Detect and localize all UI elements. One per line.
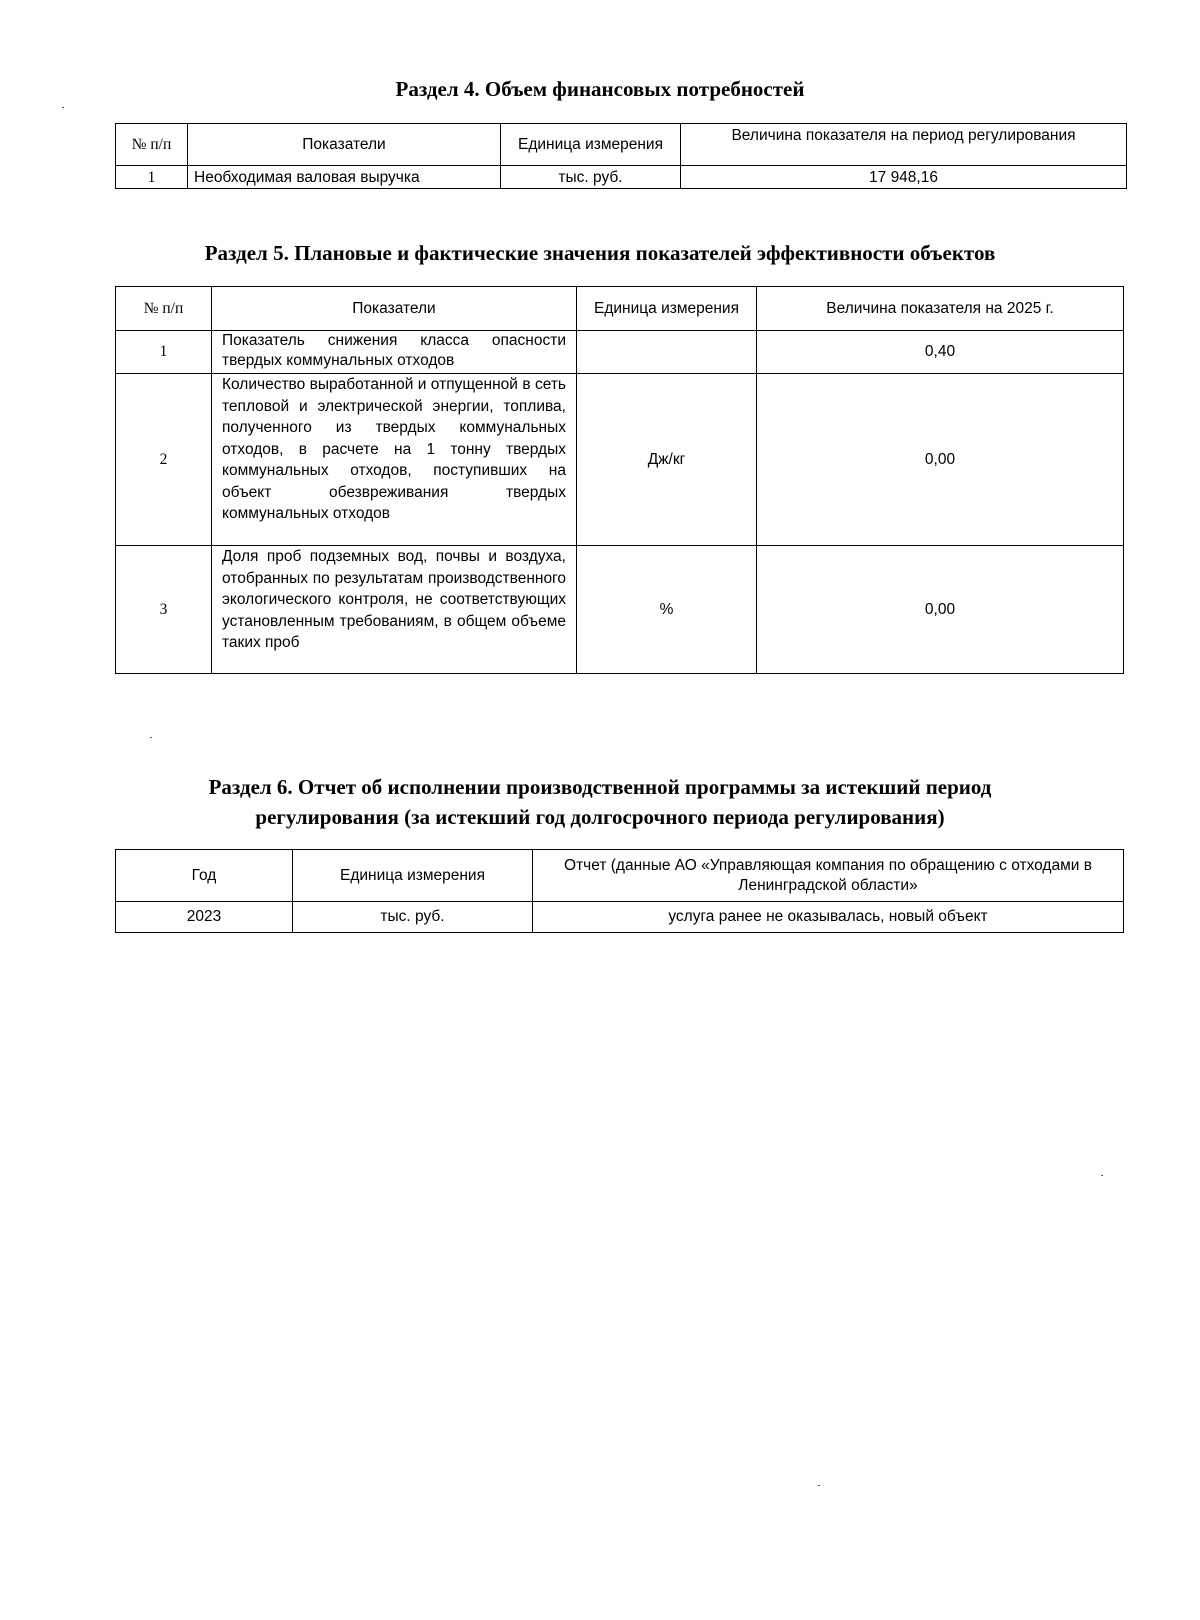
scan-speck (62, 107, 64, 108)
row-unit: % (577, 546, 757, 674)
col-header-value: Величина показателя на период регулирования (681, 124, 1127, 166)
section4-table (115, 123, 1127, 189)
col-header-indicator: Показатели (188, 124, 501, 166)
row-num: 2 (116, 374, 212, 546)
section4-title: Раздел 4. Объем финансовых потребностей (395, 77, 805, 101)
col-header-value: Величина показателя на 2025 г. (757, 287, 1124, 331)
row-indicator: Количество выработанной и отпущенной в сеть тепловой и электрической энергии, топлива, полученного из твердых коммунальных отходов, в расчете на 1 тонну твердых коммунальных отходов, поступивших на объект обезвреживания твердых коммунальных отходов (212, 374, 577, 546)
col-header-unit: Единица измерения (501, 124, 681, 166)
col-header-year: Год (116, 850, 293, 902)
section5-table (115, 286, 1124, 674)
table-row (116, 331, 1124, 374)
row-indicator: Доля проб подземных вод, почвы и воздуха, отобранных по результатам производственного экологического контроля, не соответствующих установленным требованиям, в общем объеме таких проб (212, 546, 577, 674)
row-value: 0,40 (757, 331, 1124, 374)
row-num: 1 (116, 166, 188, 189)
table-row (116, 166, 1127, 189)
table-row (116, 902, 1124, 933)
section6-title-line2: регулирования (за истекший год долгосрочного периода регулирования) (255, 805, 945, 829)
row-report: услуга ранее не оказывалась, новый объект (533, 902, 1124, 933)
row-year: 2023 (116, 902, 293, 933)
section6-title-line1: Раздел 6. Отчет об исполнении производственной программы за истекший период (208, 775, 992, 799)
row-unit (577, 331, 757, 374)
col-header-indicator: Показатели (212, 287, 577, 331)
section5-title: Раздел 5. Плановые и фактические значения показателей эффективности объектов (204, 241, 996, 265)
table-header-row (116, 287, 1124, 331)
row-num: 1 (116, 331, 212, 374)
row-unit: тыс. руб. (501, 166, 681, 189)
row-indicator: Показатель снижения класса опасности твердых коммунальных отходов (212, 331, 577, 374)
col-header-num: № п/п (116, 287, 212, 331)
col-header-unit: Единица измерения (577, 287, 757, 331)
col-header-num: № п/п (116, 124, 188, 166)
table-row (116, 374, 1124, 546)
scan-speck (150, 737, 152, 738)
row-value: 17 948,16 (681, 166, 1127, 189)
table-header-row (116, 850, 1124, 902)
row-num: 3 (116, 546, 212, 674)
scan-speck (1101, 1175, 1103, 1176)
row-indicator: Необходимая валовая выручка (188, 166, 501, 189)
col-header-unit: Единица измерения (293, 850, 533, 902)
table-header-row (116, 124, 1127, 166)
row-unit: Дж/кг (577, 374, 757, 546)
col-header-report: Отчет (данные АО «Управляющая компания по обращению с отходами в Ленинградской области» (533, 850, 1124, 902)
row-value: 0,00 (757, 374, 1124, 546)
row-value: 0,00 (757, 546, 1124, 674)
section6-table (115, 849, 1124, 933)
row-unit: тыс. руб. (293, 902, 533, 933)
table-row (116, 546, 1124, 674)
scan-speck (818, 1485, 820, 1486)
